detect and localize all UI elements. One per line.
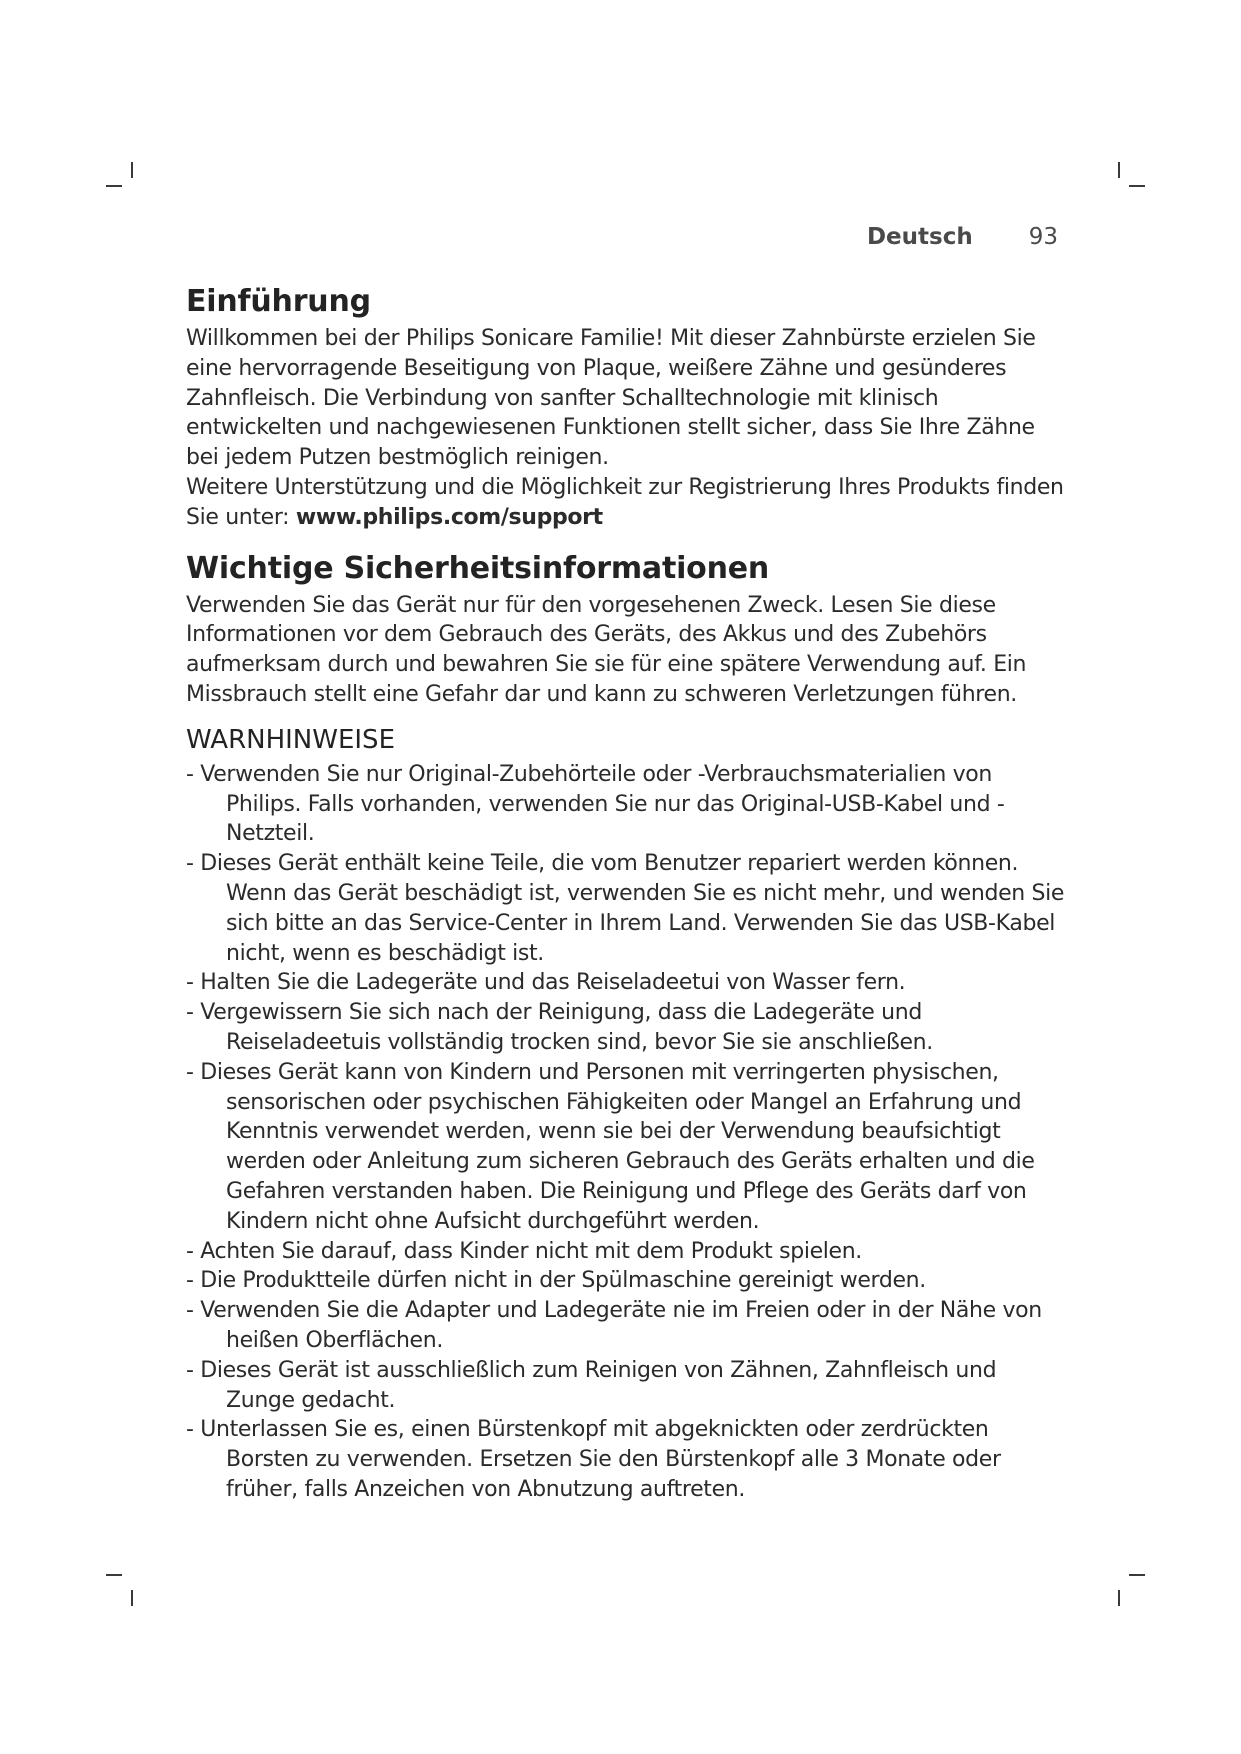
warning-item: - Dieses Gerät kann von Kindern und Personen mit verringerten physischen, sensorischen oder psychischen Fähigkeiten oder Mangel an Erfahrung und Kenntnis verwendet werden, wenn sie bei der Verwendung beaufsichtigt werden oder Anleitung zum sicheren Gebrauch des Geräts erhalten und die Gefahren verstanden haben. Die Reinigung und Pflege des Geräts darf von Kindern nicht ohne Aufsicht durchgeführt werden. (186, 1058, 1066, 1237)
warning-item: - Dieses Gerät enthält keine Teile, die vom Benutzer repariert werden können. Wenn das Gerät beschädigt ist, verwenden Sie es nicht mehr, und wenden Sie sich bitte an das Service-Center in Ihrem Land. Verwenden Sie das USB-Kabel nicht, wenn es beschädigt ist. (186, 849, 1066, 968)
page-header (186, 224, 1058, 250)
warning-item: - Die Produktteile dürfen nicht in der Spülmaschine gereinigt werden. (186, 1266, 1066, 1296)
warning-item: - Verwenden Sie nur Original-Zubehörteile oder -Verbrauchsmaterialien von Philips. Falls vorhanden, verwenden Sie nur das Original-USB-Kabel und -Netzteil. (186, 760, 1066, 849)
safety-heading: Wichtige Sicherheitsinformationen (186, 550, 770, 586)
support-text: Weitere Unterstützung und die Möglichkeit zur Registrierung Ihres Produkts finden Sie unter: (186, 474, 1064, 530)
crop-mark (106, 185, 122, 187)
safety-paragraph: Verwenden Sie das Gerät nur für den vorgesehenen Zweck. Lesen Sie diese Informationen vor dem Gebrauch des Geräts, des Akkus und des Zubehörs aufmerksam durch und bewahren Sie sie für eine spätere Verwendung auf. Ein Missbrauch stellt eine Gefahr dar und kann zu schweren Verletzungen führen. (186, 592, 1027, 707)
crop-mark (1129, 185, 1145, 187)
warning-item: - Vergewissern Sie sich nach der Reinigung, dass die Ladegeräte und Reiseladeetuis vollständig trocken sind, bevor Sie sie anschließen. (186, 998, 1066, 1058)
page-number: 93 (1028, 224, 1058, 250)
support-paragraph (186, 473, 1066, 533)
crop-mark (1118, 162, 1120, 178)
crop-mark (131, 162, 133, 178)
warning-item: - Halten Sie die Ladegeräte und das Reiseladeetui von Wasser fern. (186, 968, 1066, 998)
crop-mark (131, 1590, 133, 1606)
intro-heading: Einführung (186, 284, 371, 319)
warning-item: - Unterlassen Sie es, einen Bürstenkopf mit abgeknickten oder zerdrückten Borsten zu verwenden. Ersetzen Sie den Bürstenkopf alle 3 Monate oder früher, falls Anzeichen von Abnutzung auftreten. (186, 1415, 1066, 1504)
support-link[interactable]: www.philips.com/support (295, 504, 603, 530)
page-content (186, 280, 1066, 1505)
crop-mark (1129, 1574, 1145, 1576)
language-label: Deutsch (866, 224, 973, 250)
warnings-list (186, 760, 1066, 1505)
warning-item: - Dieses Gerät ist ausschließlich zum Reinigen von Zähnen, Zahnfleisch und Zunge gedacht. (186, 1356, 1066, 1416)
crop-mark (1118, 1590, 1120, 1606)
crop-mark (106, 1574, 122, 1576)
warning-item: - Verwenden Sie die Adapter und Ladegeräte nie im Freien oder in der Nähe von heißen Oberflächen. (186, 1296, 1066, 1356)
warning-item: - Achten Sie darauf, dass Kinder nicht mit dem Produkt spielen. (186, 1237, 1066, 1267)
warnings-heading: WARNHINWEISE (186, 724, 395, 755)
intro-paragraph: Willkommen bei der Philips Sonicare Familie! Mit dieser Zahnbürste erzielen Sie eine hervorragende Beseitigung von Plaque, weißere Zähne und gesünderes Zahnfleisch. Die Verbindung von sanfter Schalltechnologie mit klinisch entwickelten und nachgewiesenen Funktionen stellt sicher, dass Sie Ihre Zähne bei jedem Putzen bestmöglich reinigen. (186, 326, 1036, 471)
